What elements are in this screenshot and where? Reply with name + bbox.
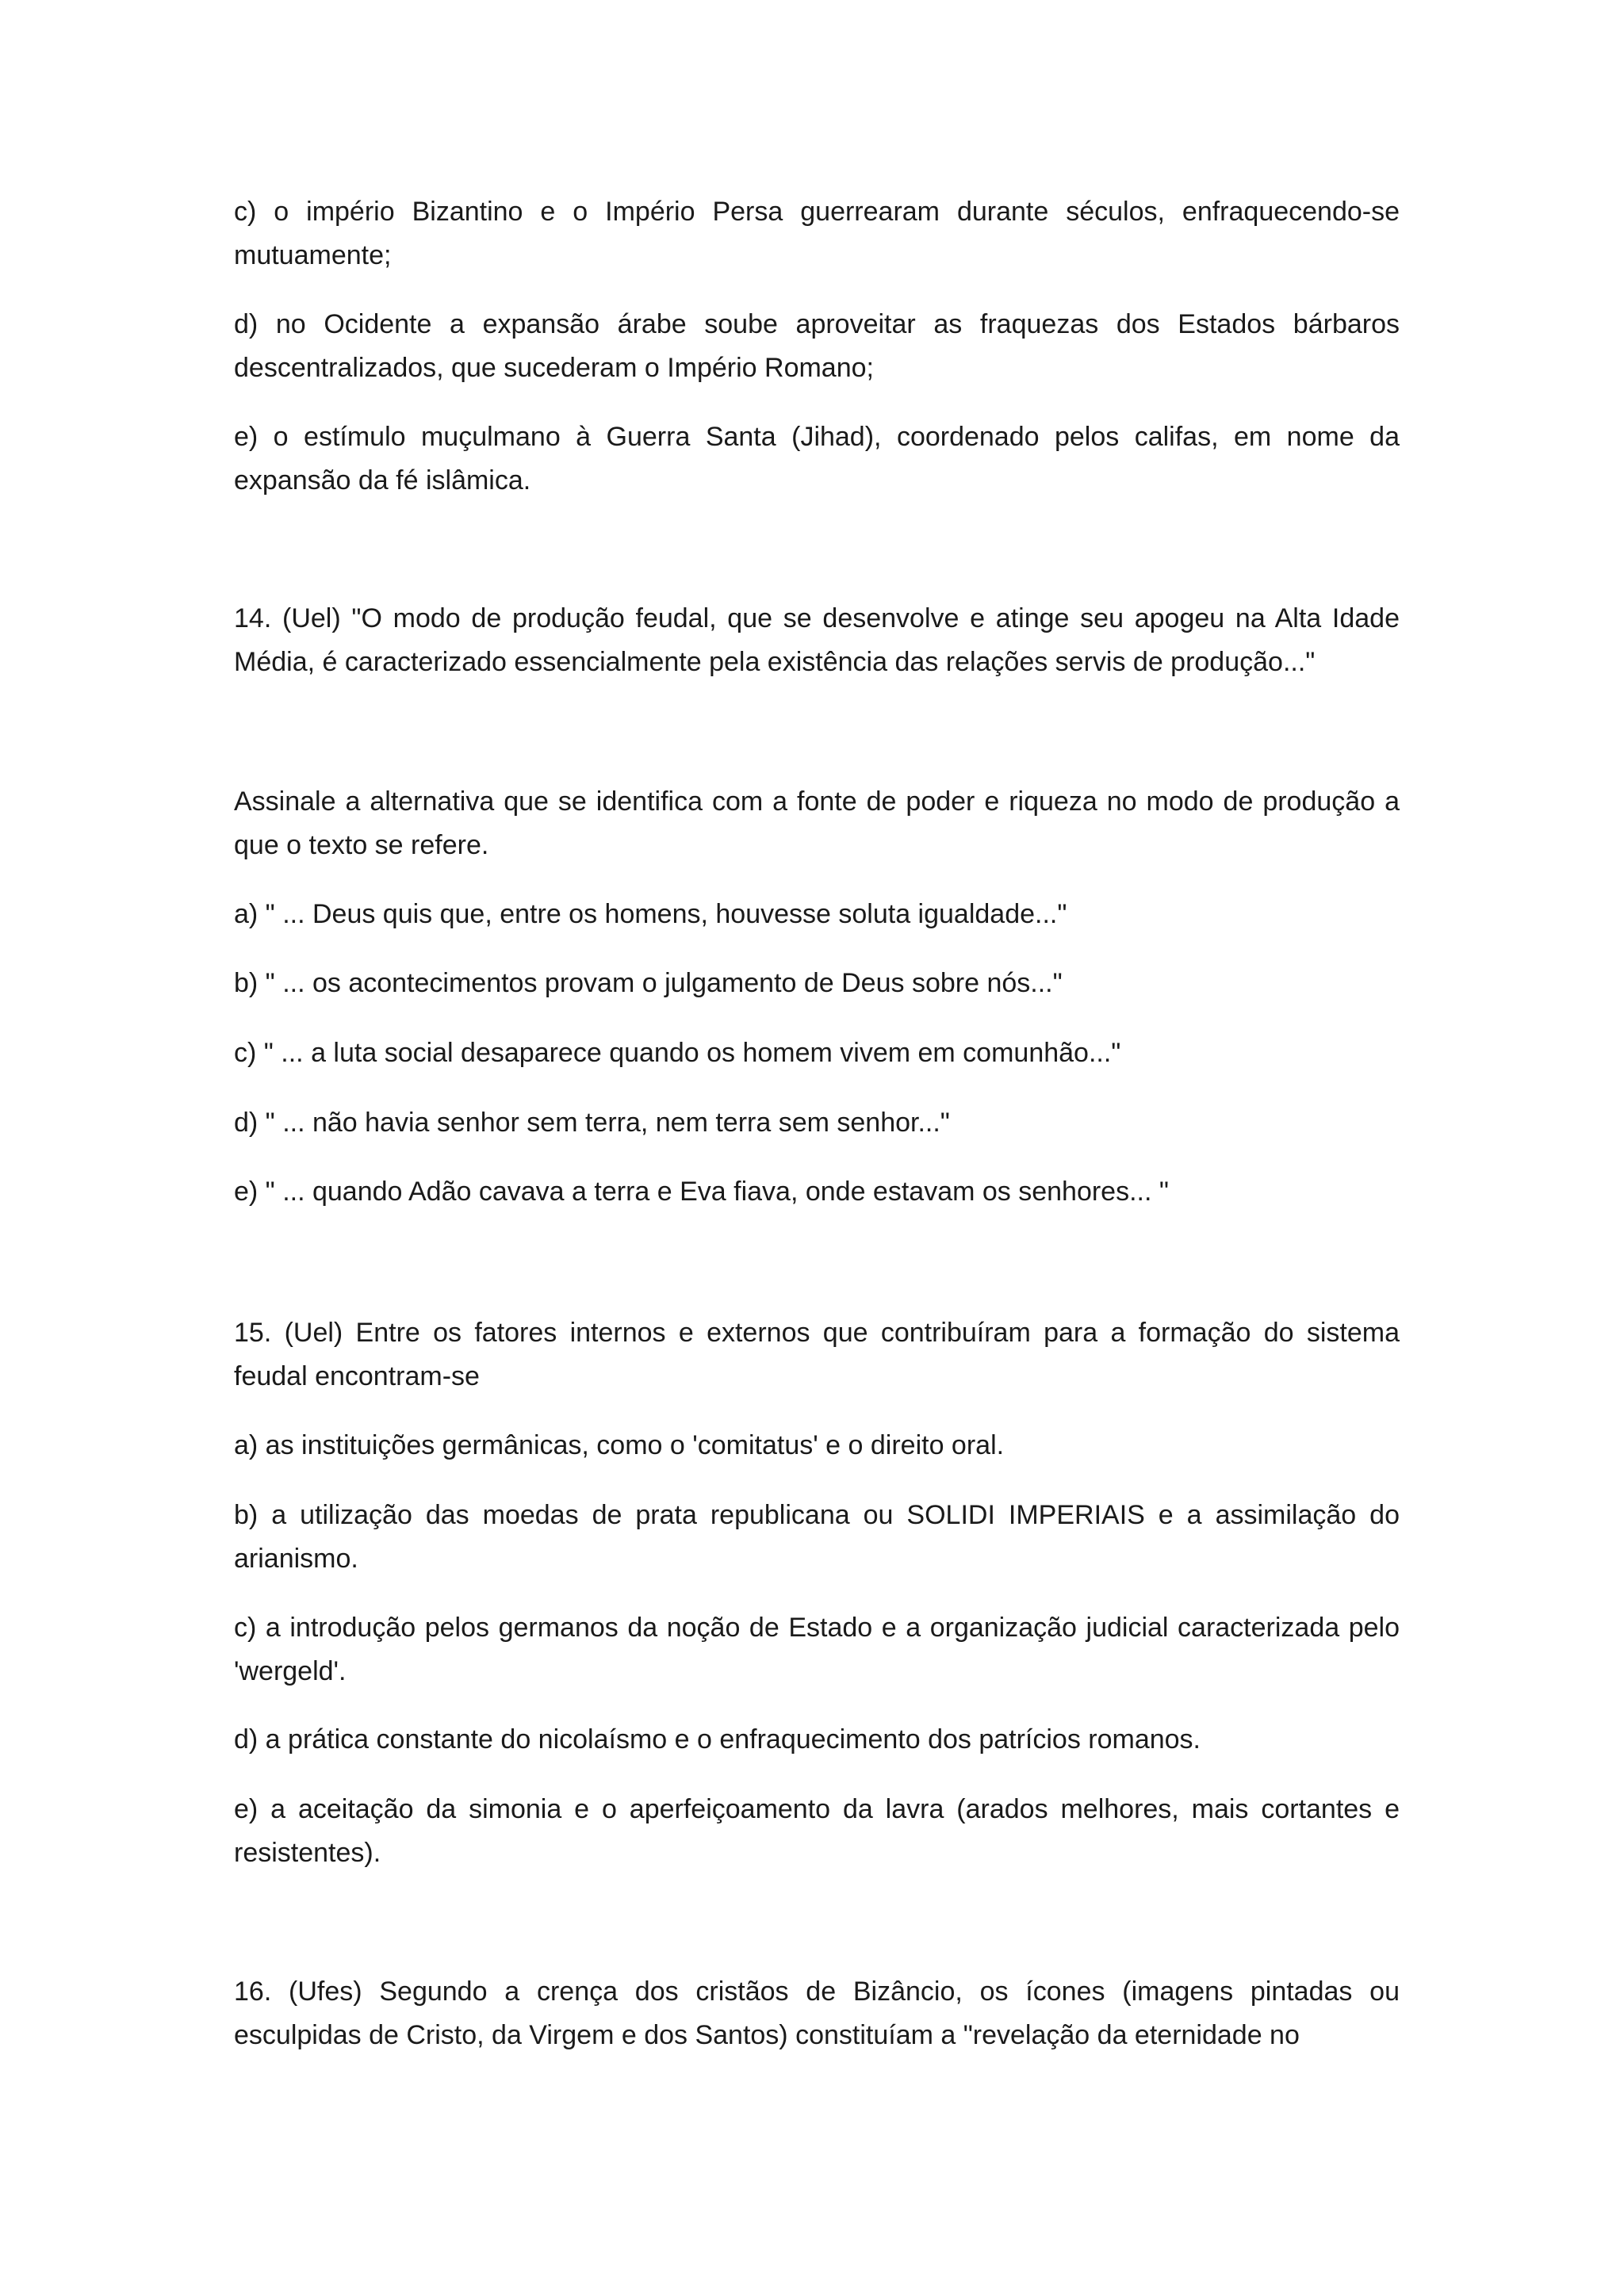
question-14-option-e: e) " ... quando Adão cavava a terra e Eva fiava, onde estavam os senhores... " [234,1177,1169,1207]
question-14-prompt: Assinale a alternativa que se identifica com a fonte de poder e riqueza no modo de produção a que o texto se refere. [234,786,1400,860]
question-15-option-d: d) a prática constante do nicolaísmo e o enfraquecimento dos patrícios romanos. [234,1724,1201,1755]
question-15-option-b: b) a utilização das moedas de prata republicana ou SOLIDI IMPERIAIS e a assimilação do arianismo. [234,1500,1400,1574]
question-14-option-a: a) " ... Deus quis que, entre os homens, houvesse soluta igualdade..." [234,899,1067,929]
question-14-option-d: d) " ... não havia senhor sem terra, nem terra sem senhor..." [234,1108,950,1138]
question-14-option-c: c) " ... a luta social desaparece quando os homem vivem em comunhão..." [234,1038,1121,1068]
question-14-option-b: b) " ... os acontecimentos provam o julgamento de Deus sobre nós..." [234,968,1063,998]
question-15-option-e: e) a aceitação da simonia e o aperfeiçoamento da lavra (arados melhores, mais cortantes e resistentes). [234,1794,1400,1868]
question-16-stem: 16. (Ufes) Segundo a crença dos cristãos de Bizâncio, os ícones (imagens pintadas ou esculpidas de Cristo, da Virgem e dos Santos) constituíam a "revelação da eternidade no [234,1976,1400,2050]
question-15-stem: 15. (Uel) Entre os fatores internos e externos que contribuíram para a formação do sistema feudal encontram-se [234,1318,1400,1391]
question-13-option-c: c) o império Bizantino e o Império Persa guerrearam durante séculos, enfraquecendo-se mutuamente; [234,197,1400,270]
question-15-option-a: a) as instituições germânicas, como o 'comitatus' e o direito oral. [234,1430,1005,1460]
question-14-stem: 14. (Uel) "O modo de produção feudal, que se desenvolve e atinge seu apogeu na Alta Idade Média, é caracterizado essencialmente pela existência das relações servis de produção..." [234,603,1400,677]
question-13-option-e: e) o estímulo muçulmano à Guerra Santa (Jihad), coordenado pelos califas, em nome da expansão da fé islâmica. [234,422,1400,496]
question-15-option-c: c) a introdução pelos germanos da noção de Estado e a organização judicial caracterizada pelo 'wergeld'. [234,1613,1400,1686]
question-13-option-d: d) no Ocidente a expansão árabe soube aproveitar as fraquezas dos Estados bárbaros descentralizados, que sucederam o Império Romano; [234,309,1400,383]
